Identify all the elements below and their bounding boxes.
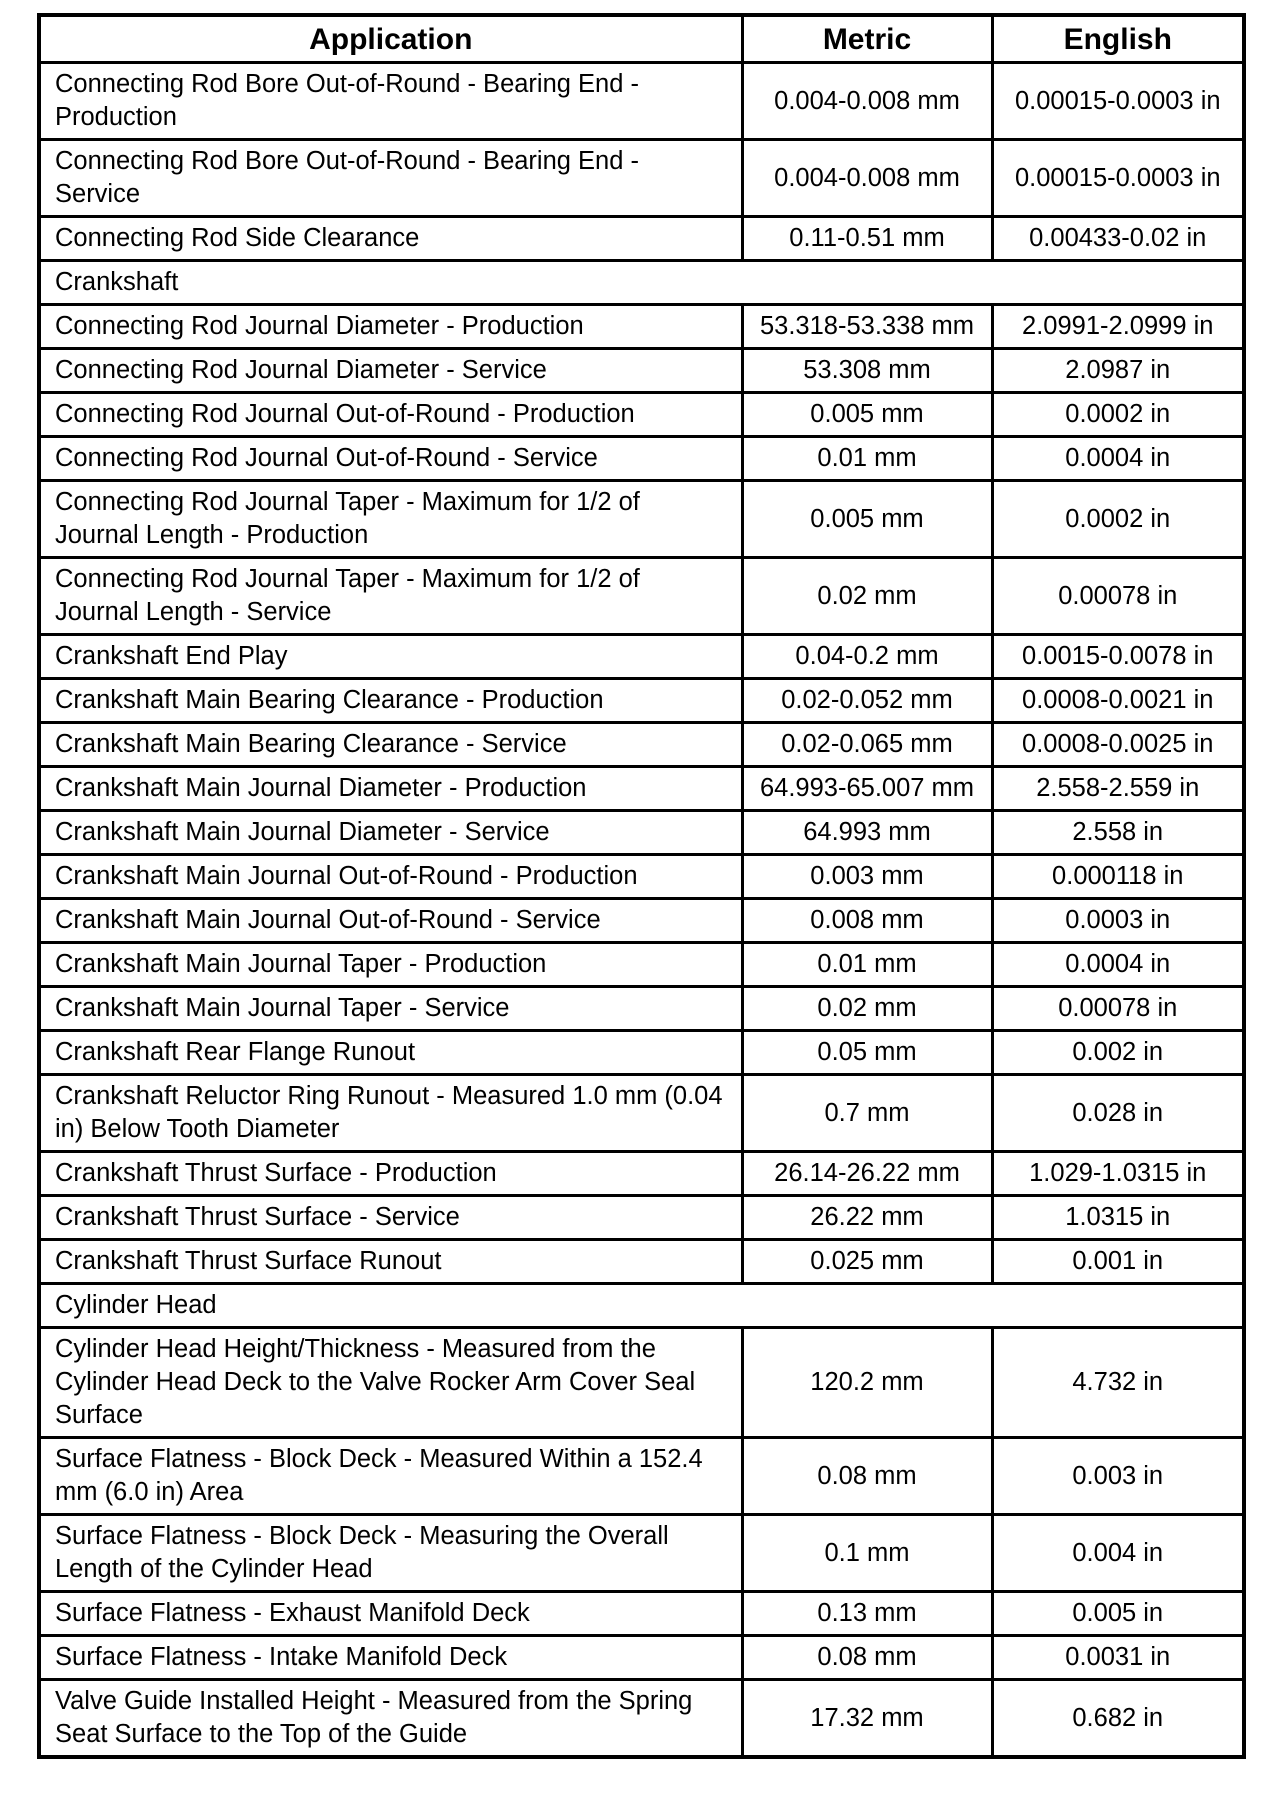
- table-row: [39, 1240, 1244, 1284]
- table-row: [39, 767, 1244, 811]
- application-cell: Connecting Rod Journal Diameter - Production: [39, 305, 742, 349]
- metric-cell: 26.14-26.22 mm: [742, 1152, 992, 1196]
- metric-cell: 0.04-0.2 mm: [742, 635, 992, 679]
- application-cell: Crankshaft Thrust Surface - Service: [39, 1196, 742, 1240]
- metric-cell: 0.02 mm: [742, 558, 992, 635]
- table-row: [39, 305, 1244, 349]
- english-cell: 2.0991-2.0999 in: [992, 305, 1244, 349]
- metric-cell: 0.004-0.008 mm: [742, 140, 992, 217]
- section-header-row: [39, 1284, 1244, 1328]
- english-cell: 0.0002 in: [992, 393, 1244, 437]
- table-header-row: [39, 15, 1244, 63]
- table-row: [39, 558, 1244, 635]
- application-cell: Connecting Rod Journal Diameter - Service: [39, 349, 742, 393]
- english-cell: 0.00015-0.0003 in: [992, 140, 1244, 217]
- column-header-english: English: [992, 15, 1244, 63]
- english-cell: 0.00015-0.0003 in: [992, 63, 1244, 140]
- table-row: [39, 1438, 1244, 1515]
- table-row: [39, 635, 1244, 679]
- application-cell: Connecting Rod Journal Taper - Maximum for 1/2 of Journal Length - Service: [39, 558, 742, 635]
- metric-cell: 0.02 mm: [742, 987, 992, 1031]
- table-row: [39, 1328, 1244, 1438]
- metric-cell: 0.7 mm: [742, 1075, 992, 1152]
- metric-cell: 0.1 mm: [742, 1515, 992, 1592]
- application-cell: Crankshaft Main Journal Taper - Service: [39, 987, 742, 1031]
- metric-cell: 0.05 mm: [742, 1031, 992, 1075]
- metric-cell: 0.13 mm: [742, 1592, 992, 1636]
- table-row: [39, 1196, 1244, 1240]
- metric-cell: 26.22 mm: [742, 1196, 992, 1240]
- english-cell: 0.0008-0.0021 in: [992, 679, 1244, 723]
- english-cell: 0.682 in: [992, 1680, 1244, 1758]
- metric-cell: 0.005 mm: [742, 481, 992, 558]
- table-row: [39, 63, 1244, 140]
- english-cell: 0.0003 in: [992, 899, 1244, 943]
- table-row: [39, 1680, 1244, 1758]
- application-cell: Crankshaft Rear Flange Runout: [39, 1031, 742, 1075]
- application-cell: Crankshaft Main Journal Out-of-Round - Production: [39, 855, 742, 899]
- application-cell: Cylinder Head Height/Thickness - Measured from the Cylinder Head Deck to the Valve Rocker Arm Cover Seal Surface: [39, 1328, 742, 1438]
- application-cell: Connecting Rod Journal Taper - Maximum for 1/2 of Journal Length - Production: [39, 481, 742, 558]
- table-row: [39, 899, 1244, 943]
- section-title: Crankshaft: [39, 261, 1244, 305]
- application-cell: Crankshaft End Play: [39, 635, 742, 679]
- metric-cell: 0.008 mm: [742, 899, 992, 943]
- english-cell: 0.0031 in: [992, 1636, 1244, 1680]
- application-cell: Crankshaft Main Bearing Clearance - Production: [39, 679, 742, 723]
- specifications-table: [37, 13, 1246, 1759]
- metric-cell: 64.993 mm: [742, 811, 992, 855]
- table-row: [39, 855, 1244, 899]
- application-cell: Crankshaft Reluctor Ring Runout - Measured 1.0 mm (0.04 in) Below Tooth Diameter: [39, 1075, 742, 1152]
- english-cell: 0.0004 in: [992, 437, 1244, 481]
- application-cell: Crankshaft Main Journal Out-of-Round - Service: [39, 899, 742, 943]
- application-cell: Surface Flatness - Block Deck - Measuring the Overall Length of the Cylinder Head: [39, 1515, 742, 1592]
- english-cell: 0.001 in: [992, 1240, 1244, 1284]
- english-cell: 0.00078 in: [992, 987, 1244, 1031]
- metric-cell: 0.08 mm: [742, 1636, 992, 1680]
- application-cell: Crankshaft Thrust Surface Runout: [39, 1240, 742, 1284]
- english-cell: 0.0008-0.0025 in: [992, 723, 1244, 767]
- table-row: [39, 481, 1244, 558]
- english-cell: 1.0315 in: [992, 1196, 1244, 1240]
- metric-cell: 53.318-53.338 mm: [742, 305, 992, 349]
- english-cell: 0.0004 in: [992, 943, 1244, 987]
- table-body: [39, 63, 1244, 1758]
- application-cell: Connecting Rod Side Clearance: [39, 217, 742, 261]
- application-cell: Connecting Rod Bore Out-of-Round - Bearing End - Production: [39, 63, 742, 140]
- metric-cell: 0.025 mm: [742, 1240, 992, 1284]
- table-row: [39, 1152, 1244, 1196]
- application-cell: Crankshaft Main Journal Taper - Production: [39, 943, 742, 987]
- application-cell: Connecting Rod Journal Out-of-Round - Service: [39, 437, 742, 481]
- english-cell: 0.028 in: [992, 1075, 1244, 1152]
- table-row: [39, 811, 1244, 855]
- table-row: [39, 1515, 1244, 1592]
- metric-cell: 64.993-65.007 mm: [742, 767, 992, 811]
- table-row: [39, 987, 1244, 1031]
- application-cell: Crankshaft Main Bearing Clearance - Service: [39, 723, 742, 767]
- english-cell: 4.732 in: [992, 1328, 1244, 1438]
- column-header-metric: Metric: [742, 15, 992, 63]
- english-cell: 0.0002 in: [992, 481, 1244, 558]
- column-header-application: Application: [39, 15, 742, 63]
- table-row: [39, 679, 1244, 723]
- application-cell: Surface Flatness - Block Deck - Measured Within a 152.4 mm (6.0 in) Area: [39, 1438, 742, 1515]
- metric-cell: 120.2 mm: [742, 1328, 992, 1438]
- metric-cell: 0.02-0.052 mm: [742, 679, 992, 723]
- metric-cell: 53.308 mm: [742, 349, 992, 393]
- english-cell: 0.000118 in: [992, 855, 1244, 899]
- application-cell: Surface Flatness - Exhaust Manifold Deck: [39, 1592, 742, 1636]
- metric-cell: 0.01 mm: [742, 943, 992, 987]
- table-row: [39, 943, 1244, 987]
- application-cell: Crankshaft Main Journal Diameter - Service: [39, 811, 742, 855]
- metric-cell: 0.11-0.51 mm: [742, 217, 992, 261]
- application-cell: Connecting Rod Journal Out-of-Round - Production: [39, 393, 742, 437]
- application-cell: Connecting Rod Bore Out-of-Round - Bearing End - Service: [39, 140, 742, 217]
- english-cell: 0.0015-0.0078 in: [992, 635, 1244, 679]
- english-cell: 0.004 in: [992, 1515, 1244, 1592]
- metric-cell: 0.01 mm: [742, 437, 992, 481]
- english-cell: 0.00433-0.02 in: [992, 217, 1244, 261]
- metric-cell: 17.32 mm: [742, 1680, 992, 1758]
- english-cell: 0.002 in: [992, 1031, 1244, 1075]
- english-cell: 2.0987 in: [992, 349, 1244, 393]
- english-cell: 0.00078 in: [992, 558, 1244, 635]
- application-cell: Crankshaft Thrust Surface - Production: [39, 1152, 742, 1196]
- table-row: [39, 1592, 1244, 1636]
- table-row: [39, 393, 1244, 437]
- table-row: [39, 217, 1244, 261]
- application-cell: Valve Guide Installed Height - Measured from the Spring Seat Surface to the Top of the Guide: [39, 1680, 742, 1758]
- english-cell: 1.029-1.0315 in: [992, 1152, 1244, 1196]
- table-row: [39, 1031, 1244, 1075]
- table-row: [39, 140, 1244, 217]
- table-row: [39, 437, 1244, 481]
- section-title: Cylinder Head: [39, 1284, 1244, 1328]
- table-row: [39, 1075, 1244, 1152]
- table-row: [39, 349, 1244, 393]
- english-cell: 0.003 in: [992, 1438, 1244, 1515]
- application-cell: Surface Flatness - Intake Manifold Deck: [39, 1636, 742, 1680]
- application-cell: Crankshaft Main Journal Diameter - Production: [39, 767, 742, 811]
- metric-cell: 0.08 mm: [742, 1438, 992, 1515]
- english-cell: 2.558-2.559 in: [992, 767, 1244, 811]
- table-row: [39, 1636, 1244, 1680]
- metric-cell: 0.003 mm: [742, 855, 992, 899]
- english-cell: 0.005 in: [992, 1592, 1244, 1636]
- table-row: [39, 723, 1244, 767]
- metric-cell: 0.004-0.008 mm: [742, 63, 992, 140]
- english-cell: 2.558 in: [992, 811, 1244, 855]
- metric-cell: 0.005 mm: [742, 393, 992, 437]
- section-header-row: [39, 261, 1244, 305]
- metric-cell: 0.02-0.065 mm: [742, 723, 992, 767]
